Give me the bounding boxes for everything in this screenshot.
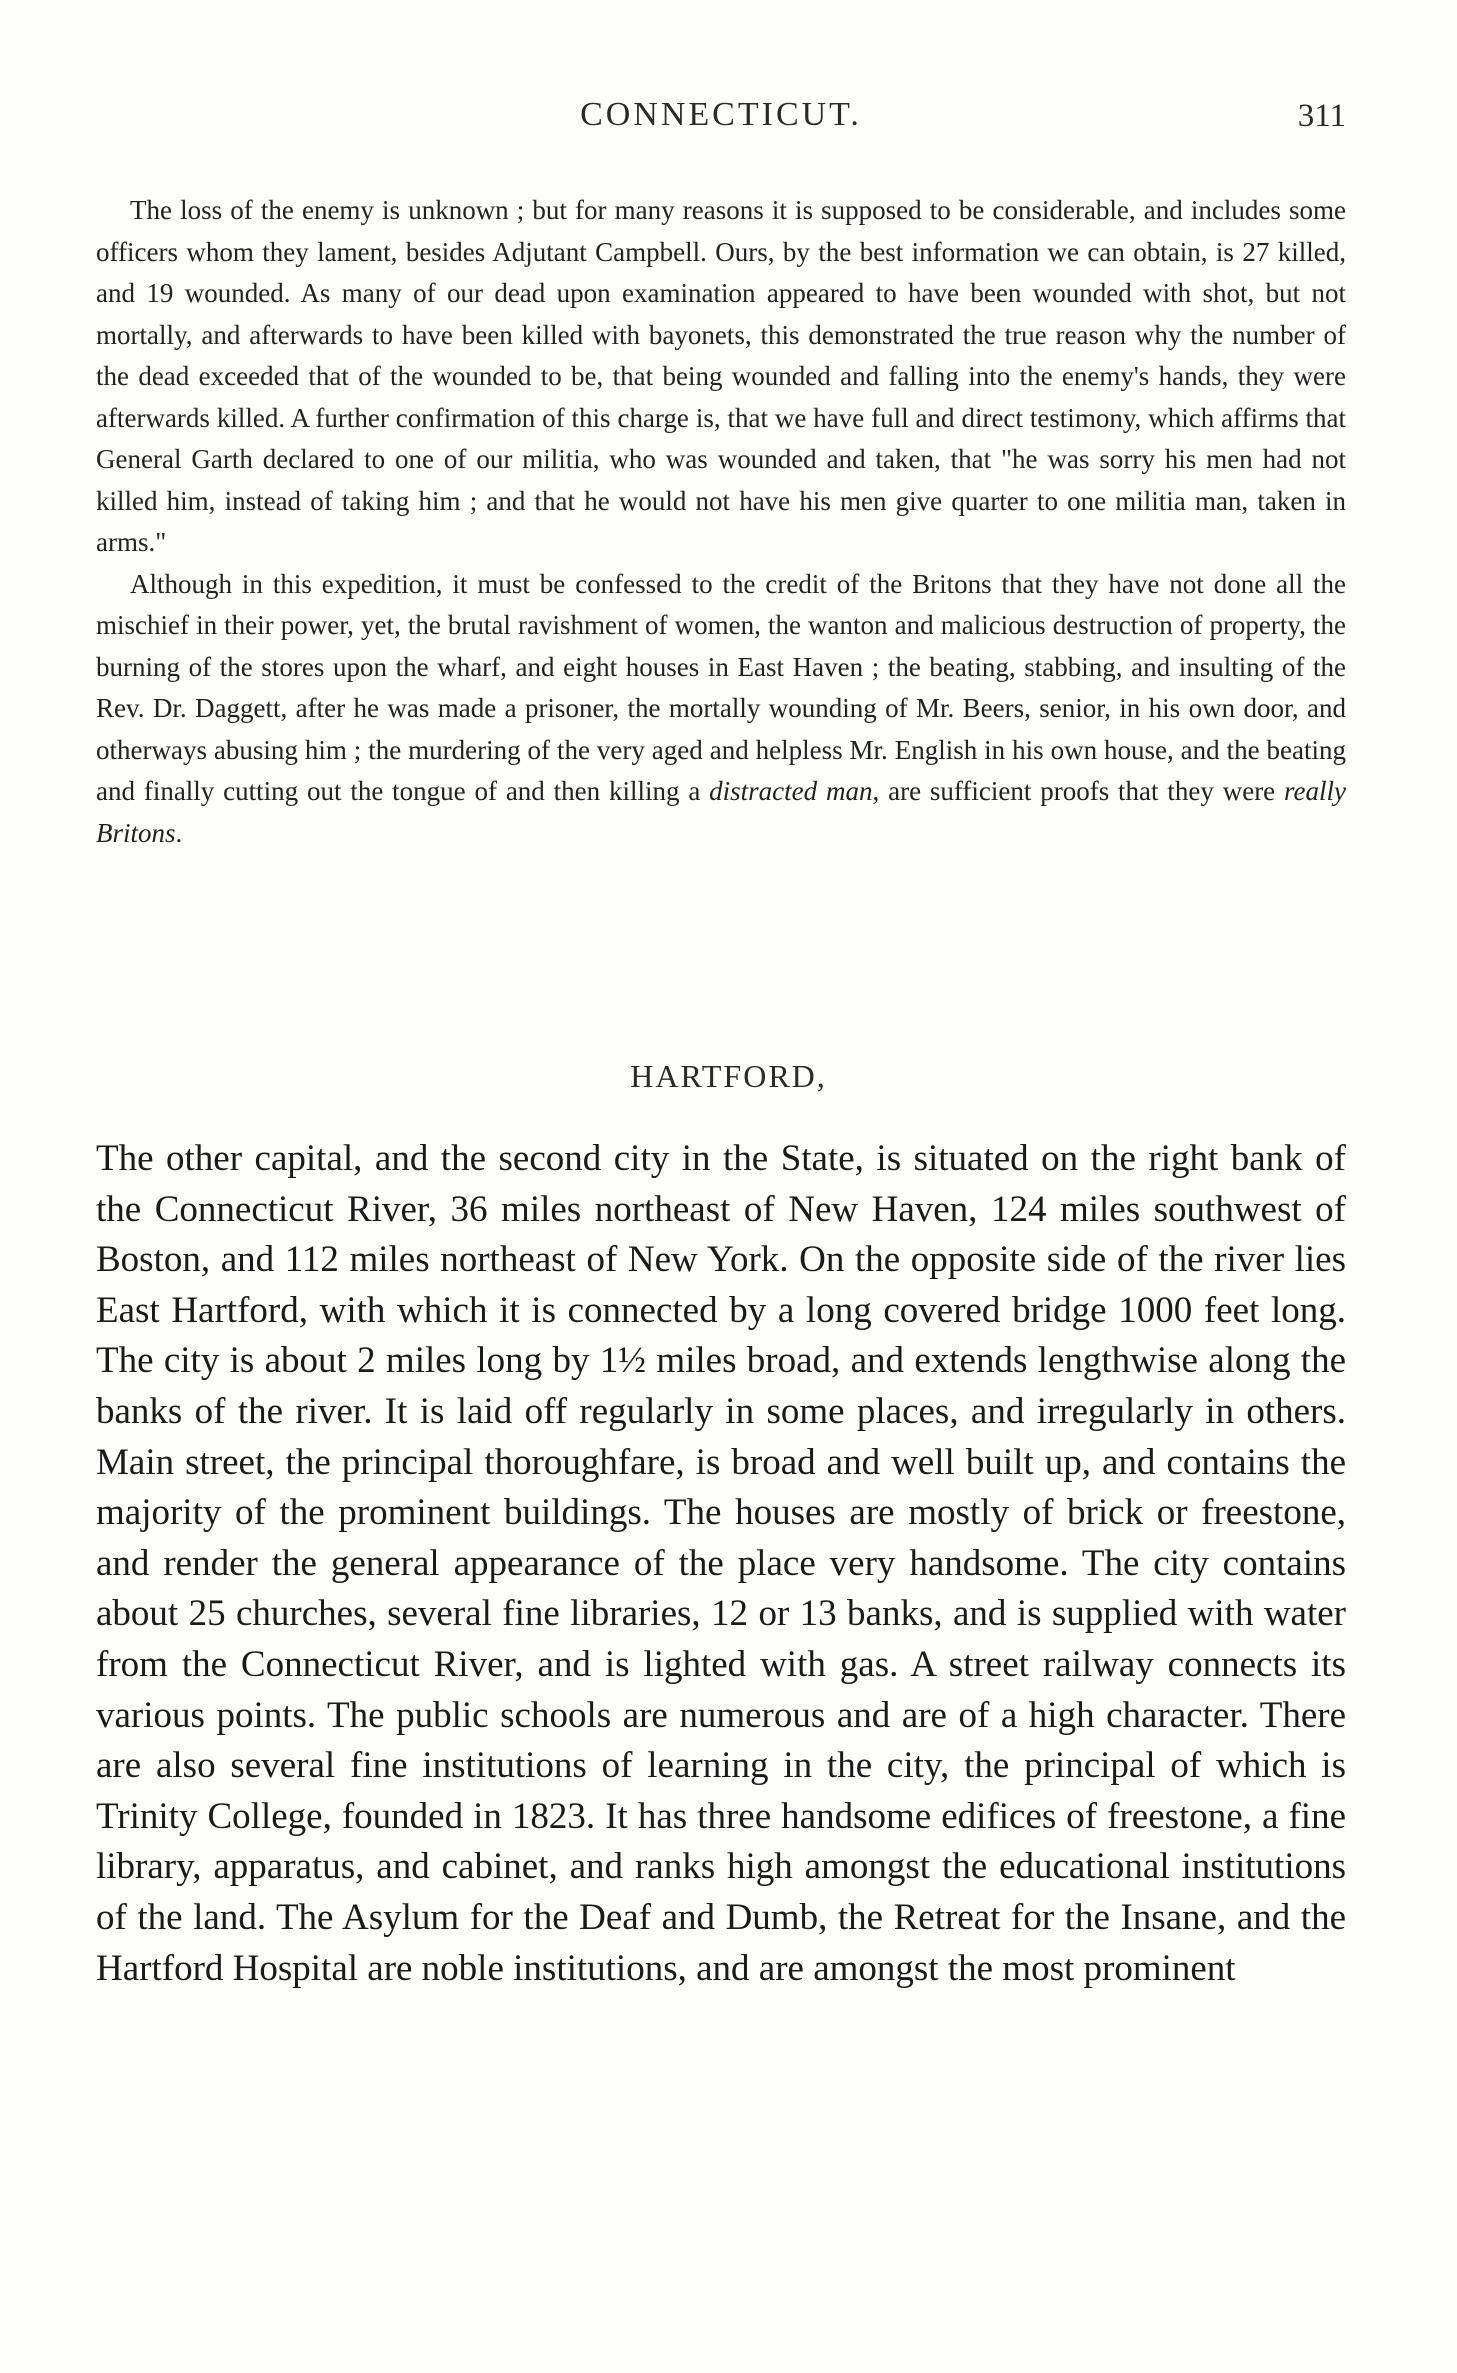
italic-really-britons: really Britons <box>96 776 1346 848</box>
narrative-paragraph-2 <box>96 564 1346 855</box>
narrative-paragraph-2-main: Although in this expedition, it must be confessed to the credit of the Britons that they have not done all the mischief in their power, yet, the brutal ravishment of women, the wanton and malicious destruction of property, the burning of the stores upon the wharf, and eight houses in East Haven ; the beating, stabbing, and insulting of the Rev. Dr. Daggett, after he was made a prisoner, the mortally wounding of Mr. Beers, senior, in his own door, and otherways abusing him ; the murdering of the very aged and helpless Mr. English in his own house, and the beating and finally cutting out the tongue of and then killing a <box>96 568 1346 806</box>
narrative-text-block <box>96 190 1346 854</box>
narrative-paragraph-1: The loss of the enemy is unknown ; but for many reasons it is supposed to be considerable, and includes some officers whom they lament, besides Adjutant Campbell. Ours, by the best information we can obtain, is 27 killed, and 19 wounded. As many of our dead upon examination appeared to have been wounded with shot, but not mortally, and afterwards to have been killed with bayonets, this demonstrated the true reason why the number of the dead exceeded that of the wounded to be, that being wounded and falling into the enemy's hands, they were afterwards killed. A further confirmation of this charge is, that we have full and direct testimony, which affirms that General Garth declared to one of our militia, who was wounded and taken, that "he was sorry his men had not killed him, instead of taking him ; and that he would not have his men give quarter to one militia man, taken in arms." <box>96 195 1346 557</box>
page-number: 311 <box>1297 98 1346 134</box>
running-head <box>96 96 1346 146</box>
narrative-paragraph-2-end: . <box>175 817 183 848</box>
italic-distracted-man: distracted man <box>709 776 873 806</box>
hartford-text-block <box>96 1134 1346 1994</box>
running-title: CONNECTICUT. <box>580 96 862 133</box>
narrative-paragraph-2-mid: , are sufficient proofs that they were <box>872 776 1285 806</box>
hartford-paragraph: The other capital, and the second city in the State, is situated on the right bank of the Connecticut River, 36 miles northeast of New Haven, 124 miles southwest of Boston, and 112 miles northeast of New York. On the opposite side of the river lies East Hartford, with which it is connected by a long covered bridge 1000 feet long. The city is about 2 miles long by 1½ miles broad, and extends lengthwise along the banks of the river. It is laid off regularly in some places, and irregularly in others. Main street, the principal thoroughfare, is broad and well built up, and contains the majority of the prominent buildings. The houses are mostly of brick or freestone, and render the general appearance of the place very handsome. The city contains about 25 churches, several fine libraries, 12 or 13 banks, and is supplied with water from the Connecticut River, and is lighted with gas. A street railway connects its various points. The public schools are numerous and are of a high character. There are also several fine institutions of learning in the city, the principal of which is Trinity College, founded in 1823. It has three handsome edifices of freestone, a fine library, apparatus, and cabinet, and ranks high amongst the educational institutions of the land. The Asylum for the Deaf and Dumb, the Retreat for the Insane, and the Hartford Hospital are noble institutions, and are amongst the most prominent <box>96 1138 1346 1989</box>
section-heading-hartford: HARTFORD, <box>630 1058 827 1094</box>
